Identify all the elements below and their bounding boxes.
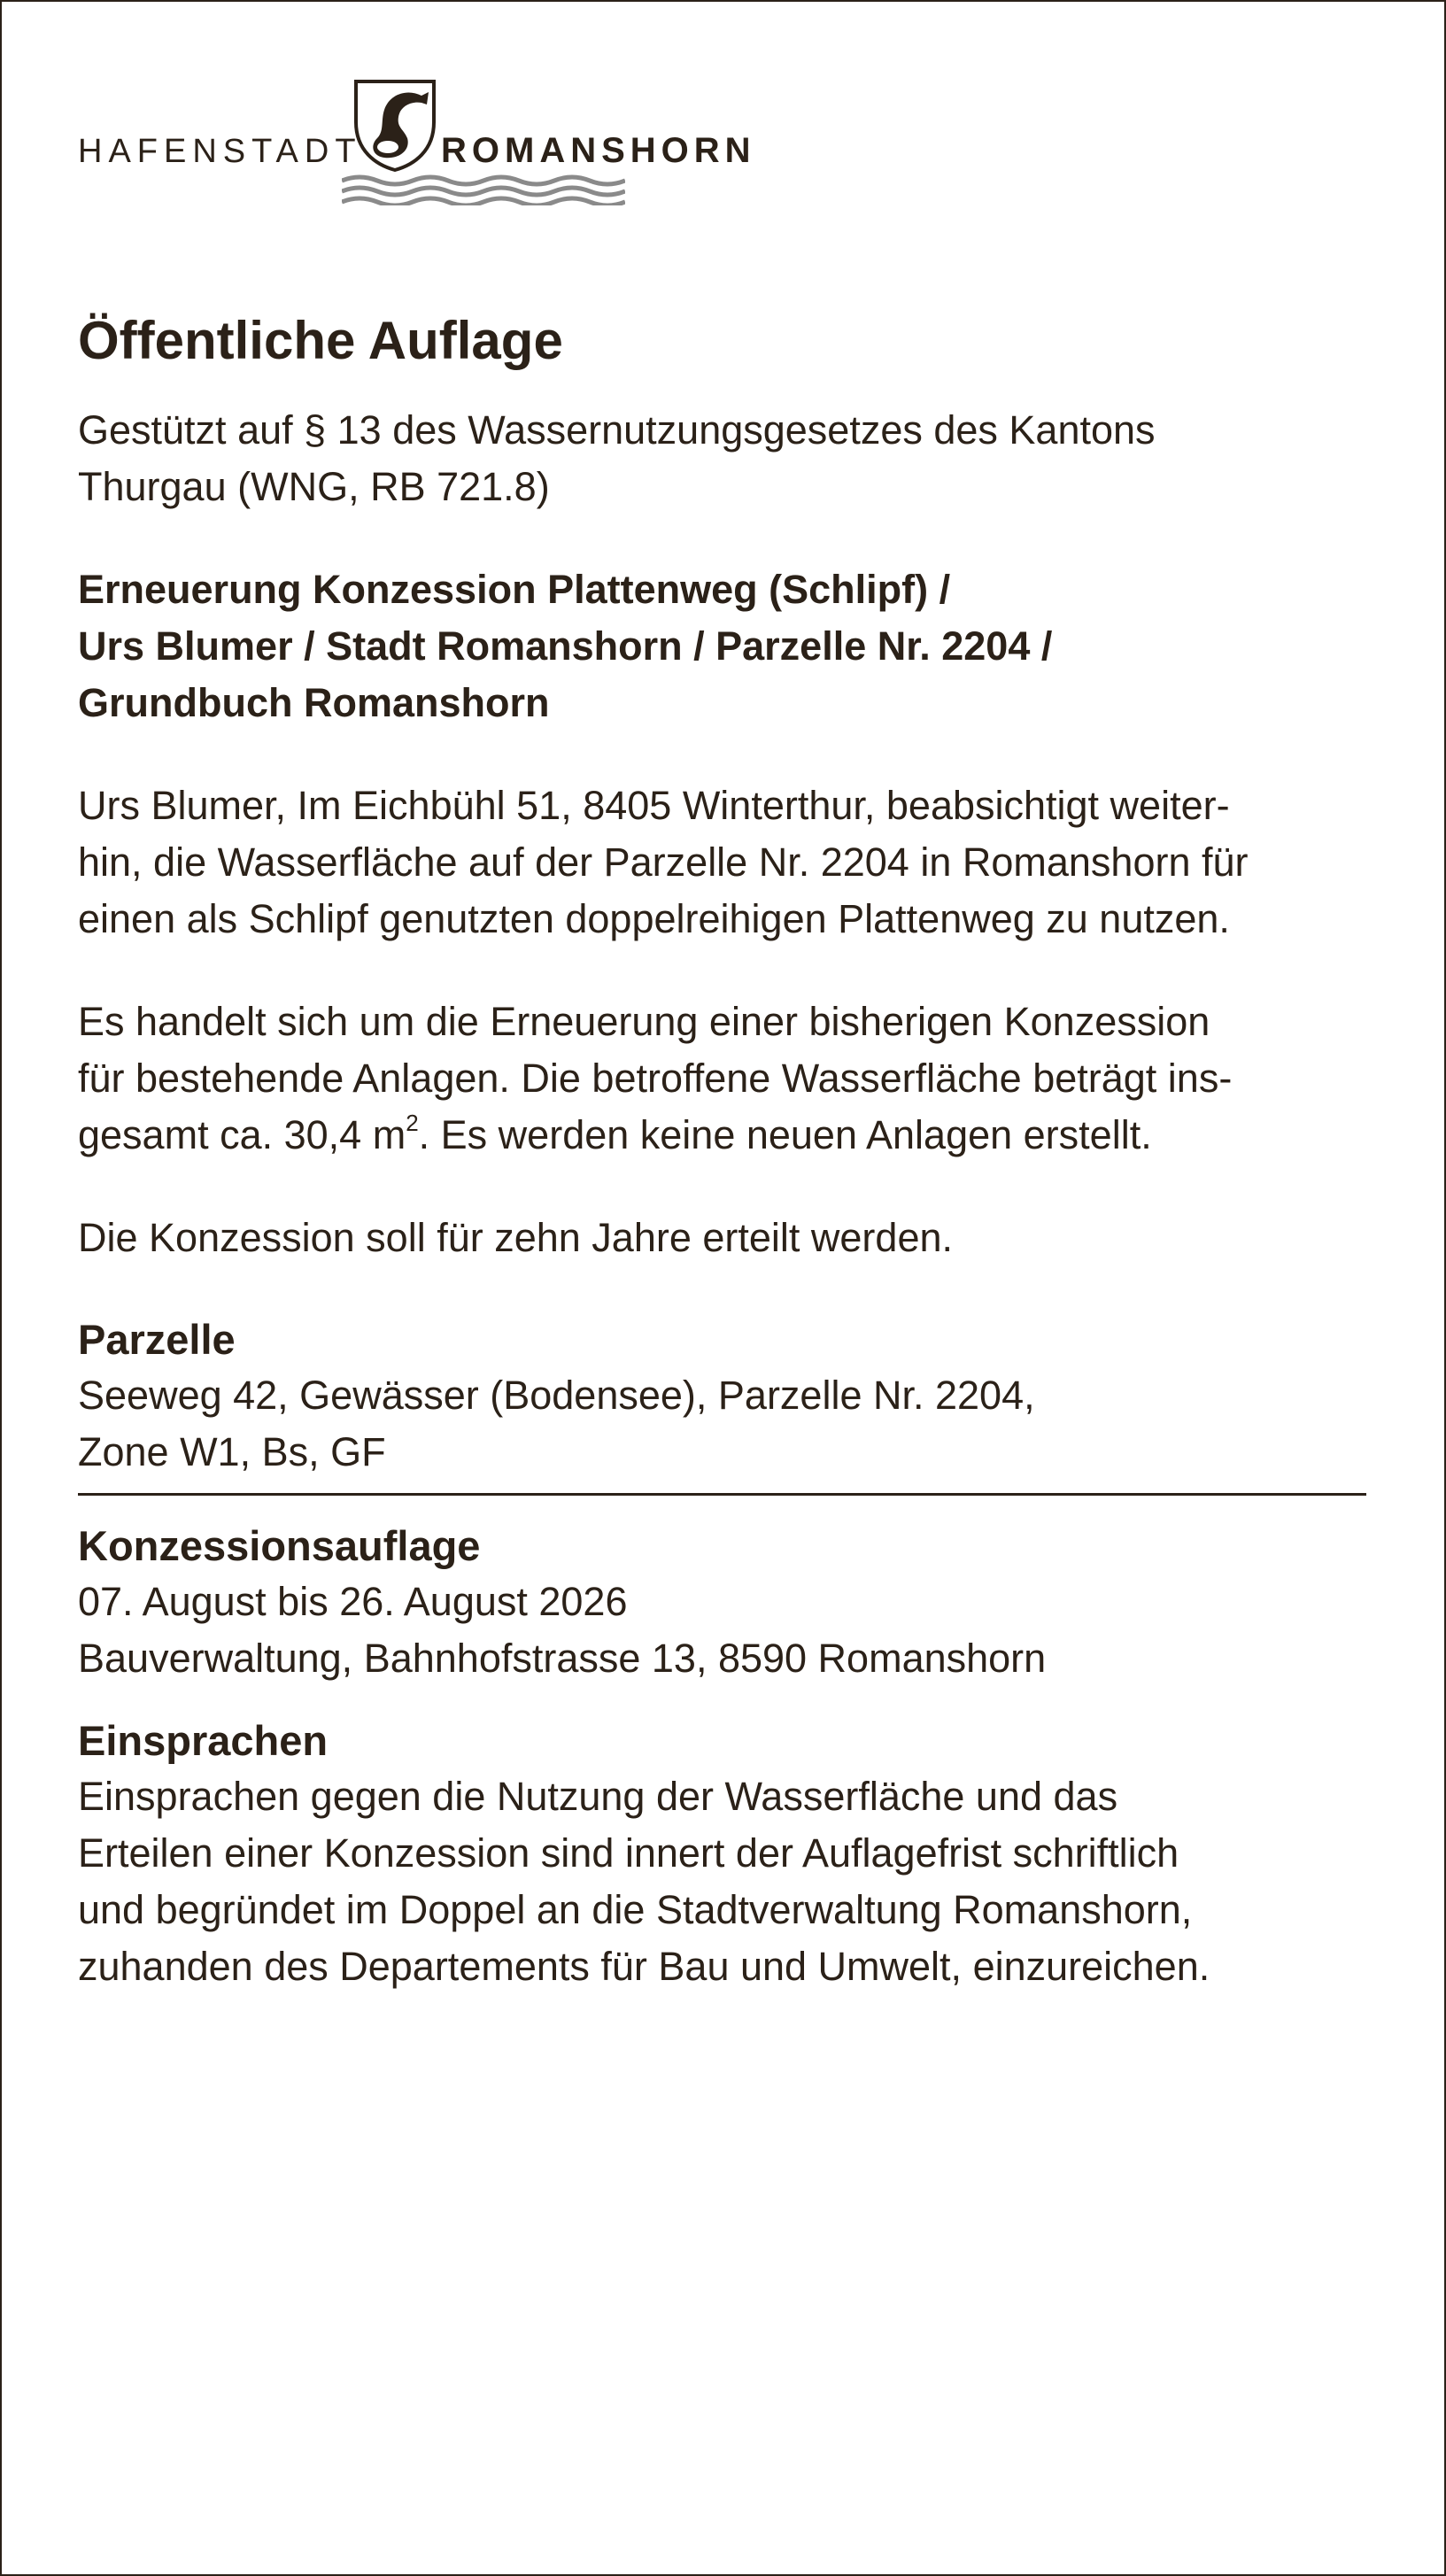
einsprachen-text xyxy=(78,1768,1371,1995)
divider xyxy=(78,1493,1366,1496)
logo xyxy=(78,76,786,209)
section-heading-einsprachen: Einsprachen xyxy=(78,1717,329,1764)
parzelle-text xyxy=(78,1367,1371,1481)
intro-text xyxy=(78,402,1371,515)
paragraph-line: einen als Schlipf genutzten doppelreihigen Plattenweg zu nutzen. xyxy=(78,896,1230,941)
logo-text-hafenstadt: HAFENSTADT xyxy=(78,133,362,170)
parzelle-line: Seeweg 42, Gewässer (Bodensee), Parzelle Nr. 2204, xyxy=(78,1373,1035,1418)
paragraph-line: für bestehende Anlagen. Die betroffene Wasserfläche beträgt ins- xyxy=(78,1056,1233,1101)
subject-heading xyxy=(78,561,1371,731)
subject-line: Erneuerung Konzession Plattenweg (Schlipf) / xyxy=(78,567,951,612)
horn-coat-of-arms-icon xyxy=(349,76,441,172)
paragraph-line: Urs Blumer, Im Eichbühl 51, 8405 Winterthur, beabsichtigt weiter- xyxy=(78,783,1230,828)
paragraph-renewal xyxy=(78,994,1371,1164)
area-text-after: . Es werden keine neuen Anlagen erstellt. xyxy=(418,1112,1152,1157)
notice-content xyxy=(78,312,1371,1995)
konzessionsauflage-text xyxy=(78,1574,1371,1687)
einsprachen-line: zuhanden des Departements für Bau und Umwelt, einzureichen. xyxy=(78,1944,1210,1989)
paragraph-applicant xyxy=(78,777,1371,948)
paragraph-duration: Die Konzession soll für zehn Jahre erteilt werden. xyxy=(78,1215,954,1260)
intro-line: Thurgau (WNG, RB 721.8) xyxy=(78,464,550,509)
paragraph-line-area xyxy=(78,1107,1371,1164)
area-text-before: gesamt ca. 30,4 m xyxy=(78,1112,406,1157)
paragraph-line: Es handelt sich um die Erneuerung einer bisherigen Konzession xyxy=(78,999,1210,1044)
konzessionsauflage-line: 07. August bis 26. August 2026 xyxy=(78,1579,628,1624)
section-heading-konzessionsauflage: Konzessionsauflage xyxy=(78,1522,481,1569)
intro-line: Gestützt auf § 13 des Wassernutzungsgesetzes des Kantons xyxy=(78,407,1156,453)
paragraph-line: hin, die Wasserfläche auf der Parzelle Nr. 2204 in Romanshorn für xyxy=(78,839,1249,885)
einsprachen-line: Einsprachen gegen die Nutzung der Wasserfläche und das xyxy=(78,1774,1118,1819)
parzelle-line: Zone W1, Bs, GF xyxy=(78,1429,386,1474)
einsprachen-line: und begründet im Doppel an die Stadtverwaltung Romanshorn, xyxy=(78,1887,1193,1932)
subject-line: Grundbuch Romanshorn xyxy=(78,680,550,725)
area-superscript: 2 xyxy=(406,1110,419,1136)
einsprachen-line: Erteilen einer Konzession sind innert der Auflagefrist schriftlich xyxy=(78,1830,1179,1876)
water-waves-icon xyxy=(342,174,625,205)
logo-text-romanshorn: ROMANSHORN xyxy=(441,131,756,170)
konzessionsauflage-line: Bauverwaltung, Bahnhofstrasse 13, 8590 Romanshorn xyxy=(78,1636,1047,1681)
subject-line: Urs Blumer / Stadt Romanshorn / Parzelle Nr. 2204 / xyxy=(78,623,1053,669)
page-title: Öffentliche Auflage xyxy=(78,311,563,370)
section-heading-parzelle: Parzelle xyxy=(78,1316,236,1363)
